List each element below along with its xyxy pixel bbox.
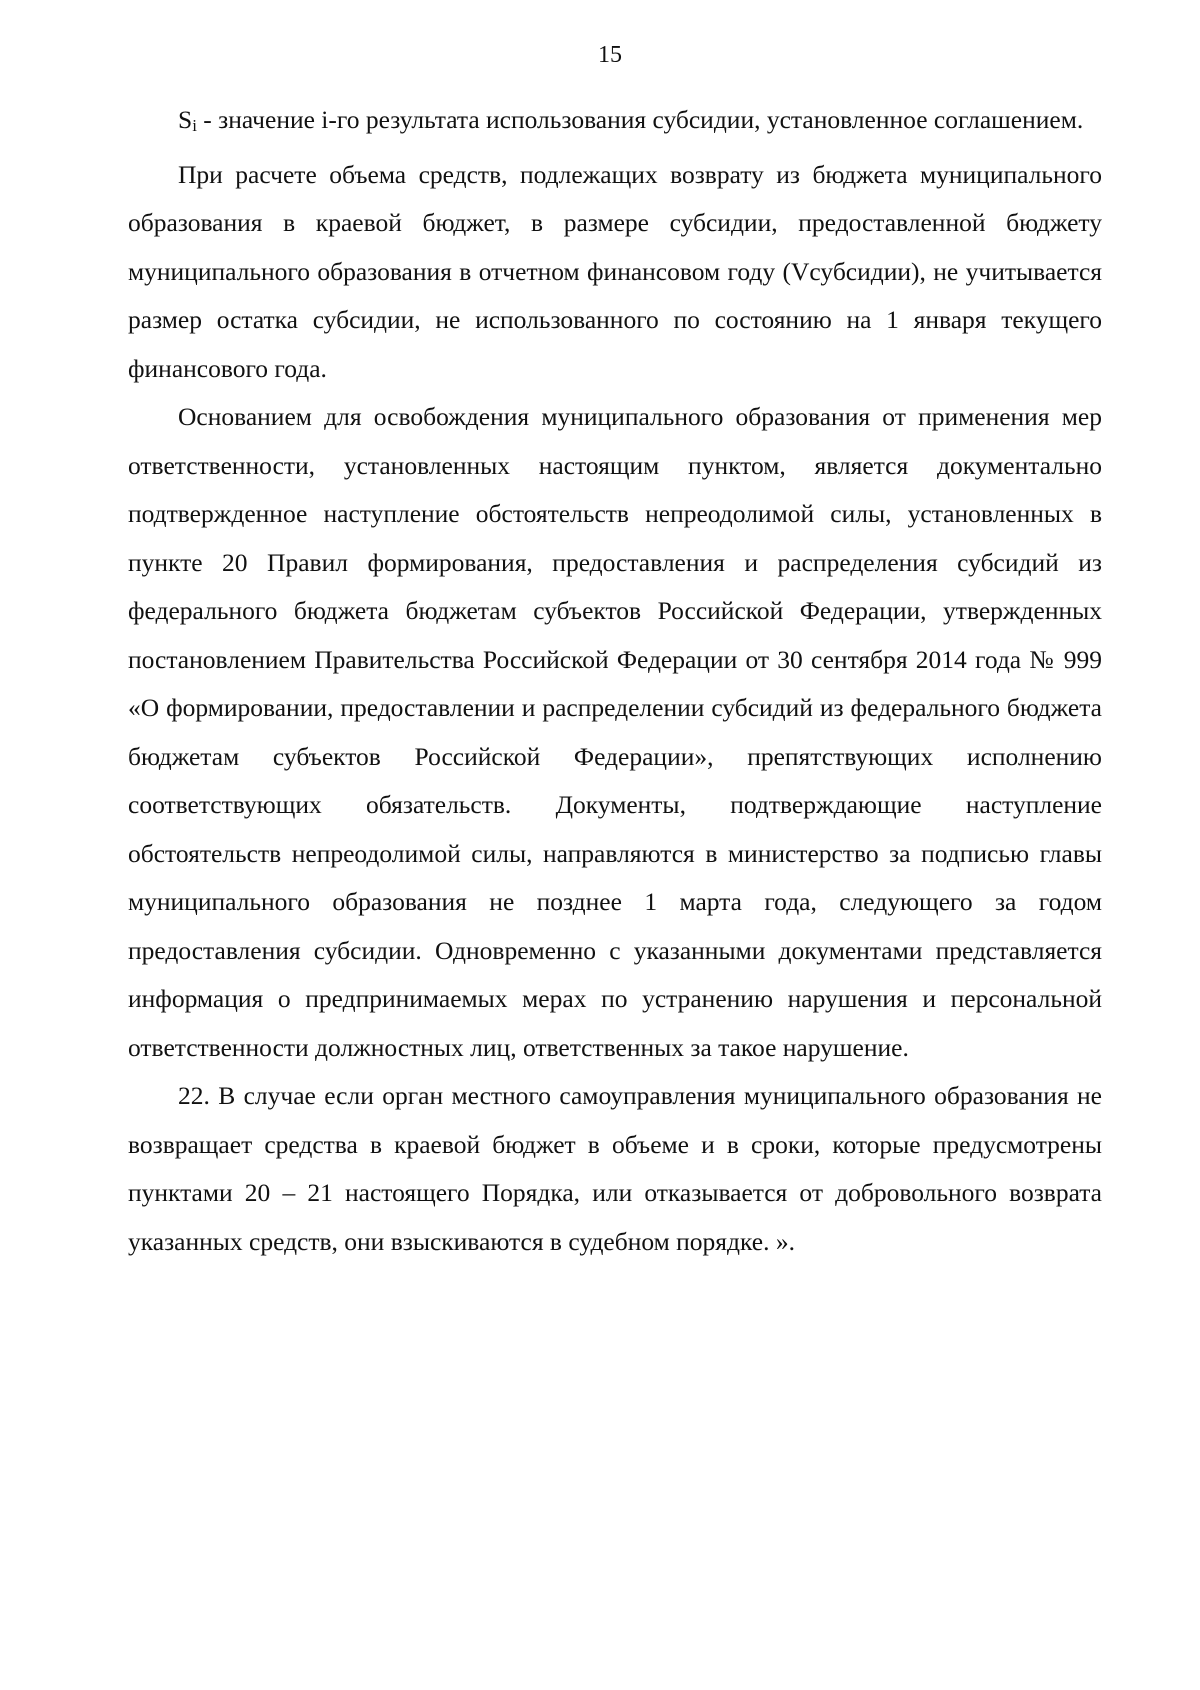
page-number: 15 <box>598 42 622 68</box>
paragraph-refund-calculation: При расчете объема средств, подлежащих возврату из бюджета муниципального образования в краевой бюджет, в размере субсидии, предоставленной бюджету муниципального образования в отчетном финансовом году (Vсубсидии), не учитывается размер остатка субсидии, не использованного по состоянию на 1 января текущего финансового года. <box>128 159 1102 383</box>
document-body <box>128 96 1102 1266</box>
paragraph-si-definition <box>128 96 1102 151</box>
symbol-s: S <box>178 105 193 134</box>
paragraph-item-22: 22. В случае если орган местного самоуправления муниципального образования не возвращает средства в краевой бюджет в объеме и в сроки, которые предусмотрены пунктами 20 – 21 настоящего Порядка, или отказывается от добровольного возврата указанных средств, они взыскиваются в судебном порядке. ». <box>128 1081 1102 1256</box>
paragraph-force-majeure: Основанием для освобождения муниципального образования от применения мер ответственности, установленных настоящим пунктом, является документально подтвержденное наступление обстоятельств непреодолимой силы, установленных в пункте 20 Правил формирования, предоставления и распределения субсидий из федерального бюджета бюджетам субъектов Российской Федерации, утвержденных постановлением Правительства Российской Федерации от 30 сентября 2014 года № 999 «О формировании, предоставлении и распределении субсидий из федерального бюджета бюджетам субъектов Российской Федерации», препятствующих исполнению соответствующих обязательств. Документы, подтверждающие наступление обстоятельств непреодолимой силы, направляются в министерство за подписью главы муниципального образования не позднее 1 марта года, следующего за годом предоставления субсидии. Одновременно с указанными документами представляется информация о предпринимаемых мерах по устранению нарушения и персональной ответственности должностных лиц, ответственных за такое нарушение. <box>128 402 1102 1062</box>
paragraph-si-text: - значение i-го результата использования субсидии, установленное соглашением. <box>196 105 1084 134</box>
symbol-subscript-i: i <box>192 116 197 135</box>
